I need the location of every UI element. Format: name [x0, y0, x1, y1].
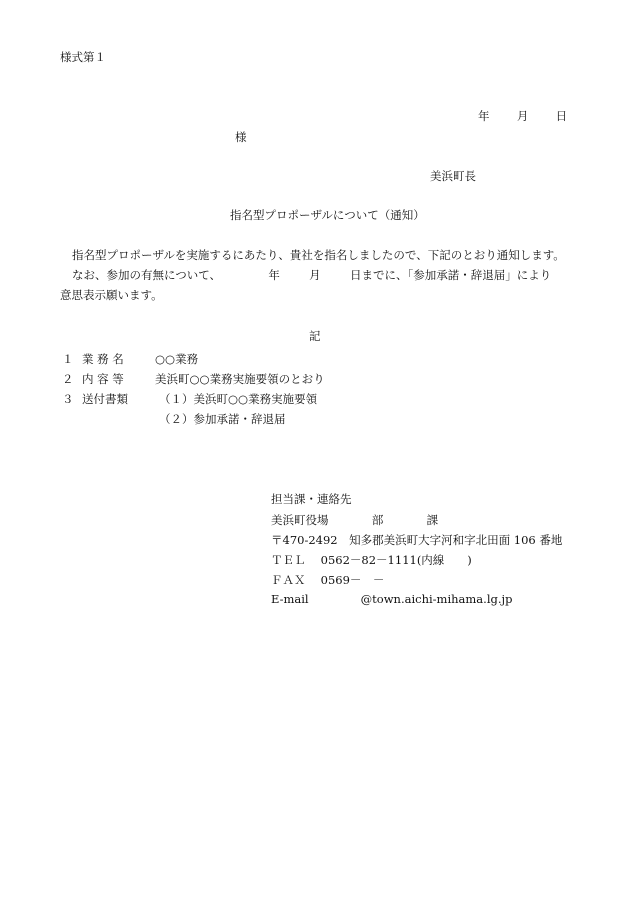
item-value: （１）美浜町○○業務実施要領: [159, 392, 318, 406]
email-value: @town.aichi-mihama.lg.jp: [360, 592, 513, 606]
sender: 美浜町長: [430, 169, 476, 183]
fax-label: ＦＡＸ: [271, 573, 306, 587]
item-label: 送付書類: [82, 392, 128, 406]
item-value: 美浜町○○業務実施要領のとおり: [155, 372, 325, 386]
list-item: [62, 351, 362, 365]
date-year: 年: [478, 109, 490, 123]
email-label: E-mail: [271, 592, 309, 606]
item-number: ２: [62, 372, 74, 386]
contact-office: [271, 512, 438, 528]
tel-value: 0562－82－1111(内線 ): [320, 553, 472, 567]
contact-block: [271, 491, 571, 611]
list-item: [62, 371, 362, 385]
item-label: 内 容 等: [82, 372, 124, 386]
date-day: 日: [555, 109, 568, 123]
addressee-suffix: 様: [235, 130, 247, 144]
ki-heading: 記: [309, 329, 321, 343]
item-list: [62, 351, 362, 431]
office-bu: 部: [371, 513, 384, 527]
body-line-2: [72, 270, 551, 282]
item-number: ３: [62, 392, 74, 406]
date-line: [478, 111, 567, 123]
contact-email: [271, 592, 512, 606]
contact-fax: [271, 572, 384, 588]
date-month: 月: [516, 109, 529, 123]
contact-tel: [271, 552, 472, 568]
list-item: [62, 391, 362, 405]
item-value: ○○業務: [155, 352, 199, 366]
body-line-1: 指名型プロポーザルを実施するにあたり、貴社を指名しましたので、下記のとおり通知します。: [72, 248, 565, 262]
item-number: １: [62, 352, 74, 366]
form-number: 様式第１: [60, 50, 106, 64]
contact-address: 〒470-2492 知多郡美浜町大字河和字北田面 106 番地: [271, 533, 563, 547]
body-line-2-end: 日までに、「参加承諾・辞退届」により: [349, 268, 552, 282]
list-item-sub: [62, 411, 362, 425]
body-line-2-start: なお、参加の有無について、: [72, 268, 222, 282]
body-line-2-year: 年: [268, 268, 280, 282]
document-title: 指名型プロポーザルについて（通知）: [230, 208, 425, 222]
body-line-3: 意思表示願います。: [60, 288, 163, 302]
tel-label: ＴＥＬ: [271, 553, 306, 567]
office-ka: 課: [426, 513, 439, 527]
office-name: 美浜町役場: [271, 513, 329, 527]
fax-value: 0569－ －: [320, 573, 385, 587]
item-label: 業 務 名: [82, 352, 124, 366]
contact-heading: 担当課・連絡先: [271, 492, 352, 506]
body-line-2-month: 月: [309, 268, 321, 282]
item-sub-value: （２）参加承諾・辞退届: [159, 412, 286, 426]
